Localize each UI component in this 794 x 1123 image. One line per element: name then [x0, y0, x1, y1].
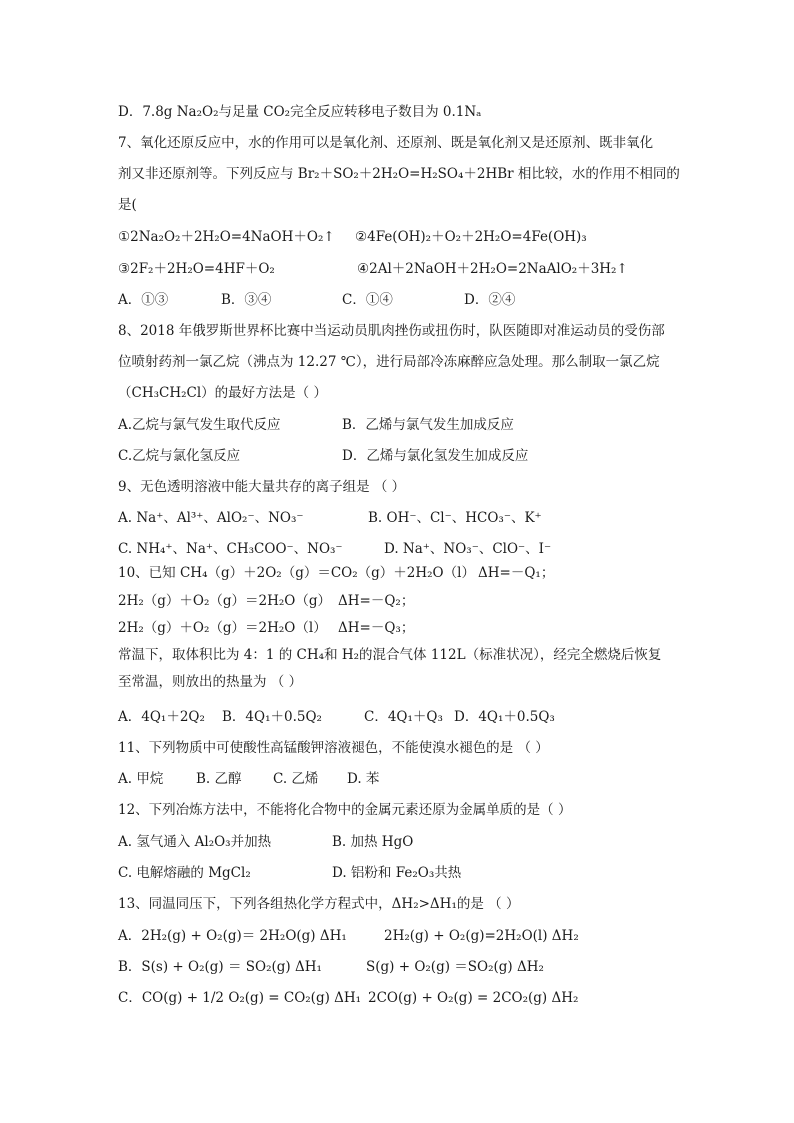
text-segment: C．CO(g) + 1/2 O₂(g) = CO₂(g) ΔH₁	[118, 990, 362, 1006]
text-segment: A. 氢气通入 Al₂O₃并加热	[118, 834, 272, 850]
text-segment: ΔH=－Q₁；	[478, 565, 555, 581]
text-segment: 9、无色透明溶液中能大量共存的离子组是 （ ）	[118, 479, 406, 495]
text-segment: 11、下列物质中可使酸性高锰酸钾溶液褪色，不能使溴水褪色的是 （ ）	[118, 740, 549, 756]
text-segment: C.乙烷与氯化氢反应	[118, 448, 241, 464]
text-segment: D. 苯	[347, 771, 380, 787]
text-segment: A．2H₂(g) + O₂(g)＝ 2H₂O(g) ΔH₁	[118, 928, 347, 944]
text-line	[118, 895, 519, 913]
text-segment: A．4Q₁＋2Q₂	[118, 709, 205, 725]
text-segment: D. 铝粉和 Fe₂O₃共热	[332, 865, 462, 881]
text-segment: D．4Q₁＋0.5Q₃	[454, 709, 555, 725]
text-segment: C．①④	[342, 292, 393, 308]
text-segment: C．4Q₁＋Q₃	[364, 709, 443, 725]
text-line	[118, 673, 302, 691]
text-segment: ②4Fe(OH)₂＋O₂＋2H₂O=4Fe(OH)₃	[355, 229, 587, 245]
text-segment: ④2Al＋2NaOH＋2H₂O=2NaAlO₂＋3H₂↑	[357, 261, 628, 277]
text-segment: A. 甲烷	[118, 771, 164, 787]
text-line	[118, 478, 405, 496]
text-segment: ①2Na₂O₂＋2H₂O=4NaOH＋O₂↑	[118, 229, 335, 245]
text-segment: S(g) + O₂(g) ＝SO₂(g) ΔH₂	[366, 959, 544, 975]
text-segment: ΔH=－Q₃；	[338, 620, 415, 636]
text-segment: B. 加热 HgO	[332, 834, 414, 850]
text-segment: A. Na⁺、Al³⁺、AlO₂⁻、NO₃⁻	[118, 510, 304, 526]
text-segment: C. 电解熔融的 MgCl₂	[118, 865, 251, 881]
text-segment: 是(	[118, 197, 137, 213]
text-line	[118, 196, 137, 214]
text-line	[118, 103, 481, 121]
text-segment: 2CO(g) + O₂(g) = 2CO₂(g) ΔH₂	[368, 990, 579, 1006]
text-segment: 常温下，取体积比为 4：1 的 CH₄和 H₂的混合气体 112L（标准状况），经完全燃烧后恢复	[118, 647, 662, 663]
text-segment: D．乙烯与氯化氢发生加成反应	[342, 448, 529, 464]
text-segment: 13、同温同压下，下列各组热化学方程式中，ΔH₂>ΔH₁的是 （ ）	[118, 896, 520, 912]
text-line	[118, 134, 653, 152]
text-line	[118, 165, 680, 183]
text-segment: 12、下列冶炼方法中，不能将化合物中的金属元素还原为金属单质的是（ ）	[118, 802, 572, 818]
text-segment: 2H₂(g) + O₂(g)=2H₂O(l) ΔH₂	[384, 928, 579, 944]
text-segment: D．7.8g Na₂O₂与足量 CO₂完全反应转移电子数目为 0.1Nₐ	[118, 104, 482, 120]
text-segment: 2H₂（g）＋O₂（g）＝2H₂O（g）	[118, 593, 332, 609]
text-segment: 10、已知 CH₄（g）＋2O₂（g）＝CO₂（g）＋2H₂O（l）	[118, 565, 475, 581]
text-segment: B．S(s) + O₂(g) ＝ SO₂(g) ΔH₁	[118, 959, 322, 975]
text-segment: B．乙烯与氯气发生加成反应	[342, 417, 514, 433]
text-segment: C. NH₄⁺、Na⁺、CH₃COO⁻、NO₃⁻	[118, 541, 343, 557]
text-segment: A.乙烷与氯气发生取代反应	[118, 417, 281, 433]
text-segment: C. 乙烯	[273, 771, 319, 787]
text-line	[118, 801, 571, 819]
text-segment: 7、氧化还原反应中，水的作用可以是氧化剂、还原剂、既是氧化剂又是还原剂、既非氧化	[118, 135, 654, 151]
text-segment: （CH₃CH₂Cl）的最好方法是（ ）	[118, 385, 327, 401]
text-segment: 8、2018 年俄罗斯世界杯比赛中当运动员肌肉挫伤或扭伤时，队医随即对准运动员的受伤部	[118, 323, 665, 339]
text-segment: 至常温，则放出的热量为 （ ）	[118, 674, 303, 690]
text-segment: 位喷射药剂一氯乙烷（沸点为 12.27 ℃），进行局部冷冻麻醉应急处理。那么制取一氯乙烷	[118, 354, 660, 370]
text-segment: 2H₂（g）＋O₂（g）＝2H₂O（l）	[118, 620, 327, 636]
text-segment: B. OH⁻、Cl⁻、HCO₃⁻、K⁺	[368, 510, 542, 526]
text-line	[118, 646, 661, 664]
text-segment: ③2F₂＋2H₂O=4HF＋O₂	[118, 261, 275, 277]
text-segment: ΔH=－Q₂；	[338, 593, 415, 609]
text-segment: B．③④	[221, 292, 272, 308]
text-segment: A．①③	[118, 292, 169, 308]
text-line	[118, 322, 665, 340]
text-segment: D．②④	[464, 292, 516, 308]
text-segment: 剂又非还原剂等。下列反应与 Br₂＋SO₂＋2H₂O=H₂SO₄＋2HBr 相比较，水的作用不相同的	[118, 166, 680, 182]
text-line	[118, 384, 327, 402]
text-segment: B．4Q₁＋0.5Q₂	[222, 709, 322, 725]
text-segment: D. Na⁺、NO₃⁻、ClO⁻、I⁻	[384, 541, 552, 557]
text-line	[118, 353, 660, 371]
text-line	[118, 739, 549, 757]
text-segment: B. 乙醇	[196, 771, 242, 787]
